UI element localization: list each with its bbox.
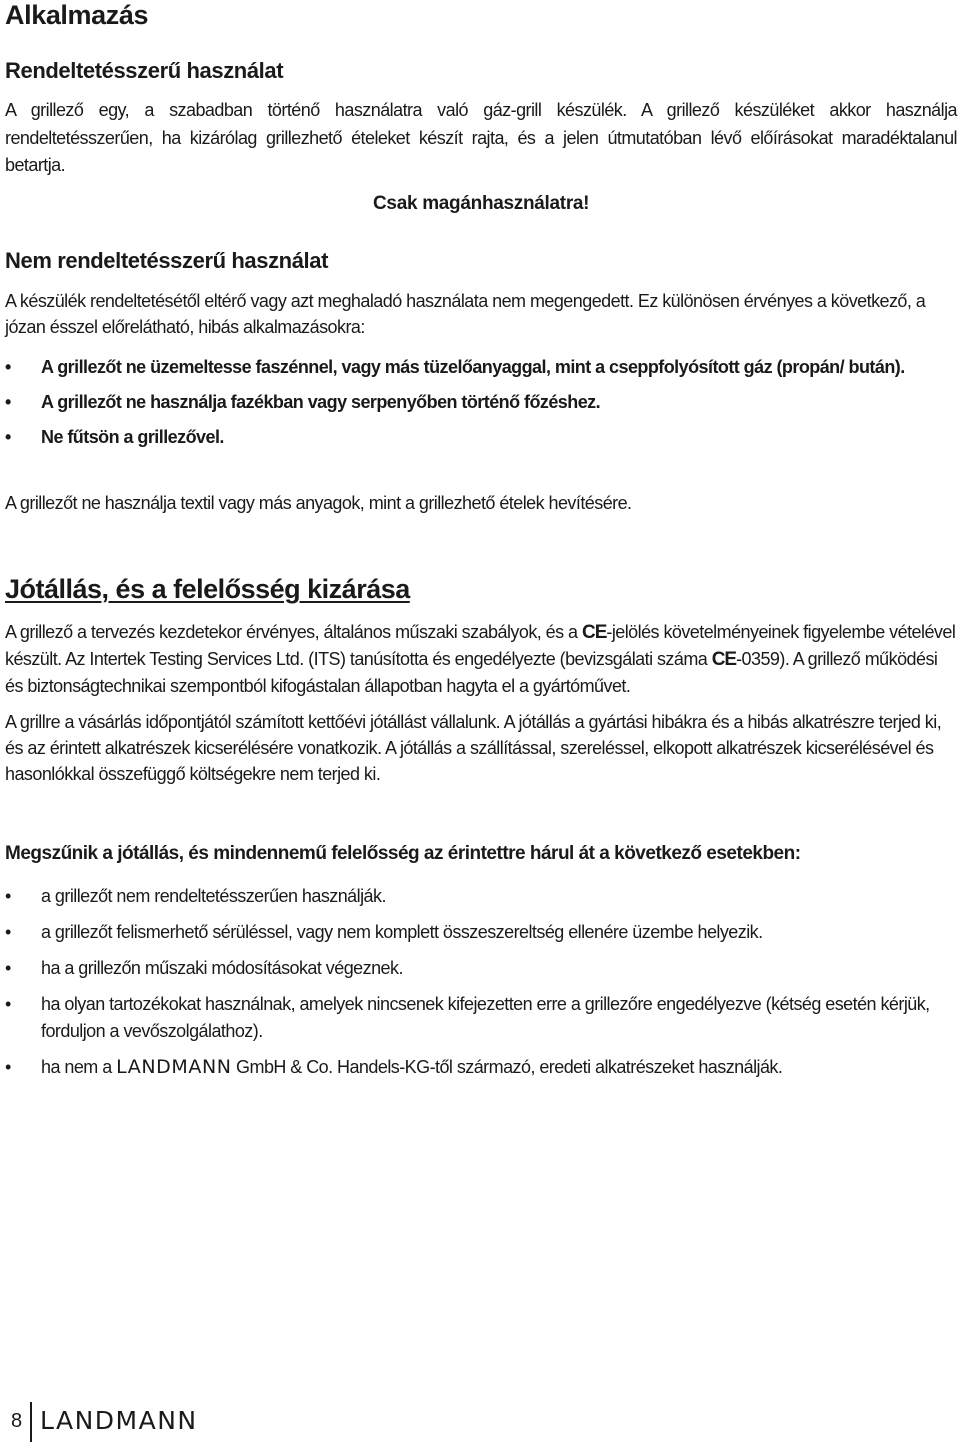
list-item-text: a grillezőt felismerhető sérüléssel, vagy nem komplett összeszereltség ellenére üzembe helyezik. [41, 922, 763, 942]
list-item-text: A grillezőt ne üzemeltesse faszénnel, vagy más tüzelőanyaggal, mint a cseppfolyósított gáz (propán/ bután). [41, 357, 905, 377]
paragraph-textile-warning: A grillezőt ne használja textil vagy más anyagok, mint a grillezhető ételek hevítésére. [5, 493, 632, 513]
footer-divider [30, 1402, 32, 1442]
certification-text-part: -jelölés követelményeinek figyelembe vételével készült. Az Intertek Testing Services Ltd. (ITS) tanúsította és engedélyezte (bevizsgálati száma [5, 622, 956, 669]
bullet-icon: • [5, 958, 11, 978]
section-title-warranty: Jótállás, és a felelősség kizárása [5, 574, 410, 604]
bullet-icon: • [5, 886, 11, 906]
landmann-logo: LANDMANN [40, 1406, 198, 1435]
list-item-text: a grillezőt nem rendeltetésszerűen használják. [41, 886, 386, 906]
list-item [5, 424, 957, 451]
list-item-text-prefix: ha nem a [41, 1057, 112, 1077]
bullet-icon: • [5, 357, 11, 377]
section-title-usage: Alkalmazás [5, 0, 149, 30]
bullet-icon: • [5, 427, 11, 447]
bullet-icon: • [5, 392, 11, 412]
misuse-list [5, 354, 957, 459]
heading-improper-use: Nem rendeltetésszerű használat [5, 248, 329, 273]
paragraph-intended-use: A grillező egy, a szabadban történő használatra való gáz-grill készülék. A grillező készüléket akkor használja rendeltetésszerűen, ha kizárólag grillezhető ételeket készít rajta, és a jelen útmutatóban lévő előírásokat maradéktalanul betartja. [5, 100, 957, 175]
list-item [5, 991, 957, 1045]
list-item-text: A grillezőt ne használja fazékban vagy serpenyőben történő főzéshez. [41, 392, 601, 412]
list-item [5, 955, 957, 982]
bullet-icon: • [5, 994, 11, 1014]
paragraph-certification [5, 619, 957, 699]
certification-text-part: -0359). A grillező működési és biztonságtechnikai szempontból kifogástalan állapotban hagyta el a gyártóművet. [5, 649, 938, 696]
landmann-logo-inline: LANDMANN [116, 1056, 232, 1078]
list-item-text-suffix: GmbH & Co. Handels-KG-től származó, eredeti alkatrészeket használják. [236, 1057, 783, 1077]
heading-intended-use: Rendeltetésszerű használat [5, 58, 284, 83]
exclusions-list [5, 883, 957, 1090]
ce-mark-icon: CE [711, 649, 737, 670]
certification-text-part: A grillező a tervezés kezdetekor érvényes, általános műszaki szabályok, és a [5, 622, 578, 642]
bullet-icon: • [5, 922, 11, 942]
list-item-text: Ne fűtsön a grillezővel. [41, 427, 224, 447]
list-item [5, 919, 957, 946]
list-item [5, 883, 957, 910]
paragraph-warranty-terms: A grillre a vásárlás időpontjától számított kettőévi jótállást vállalunk. A jótállás a gyártási hibákra és a hibás alkatrészre terjed ki, és az érintett alkatrészek kicserélésére vonatkozik. A jótállás a szállítással, szereléssel, elkopott alkatrészek kicserélésével és hasonlókkal összefüggő költségekre nem terjed ki. [5, 712, 942, 784]
bullet-icon: • [5, 1057, 11, 1077]
heading-warranty-exclusions: Megszűnik a jótállás, és mindennemű felelősség az érintettre hárul át a következő esetekben: [5, 843, 801, 864]
page-number: 8 [11, 1410, 22, 1432]
private-use-note: Csak magánhasználatra! [373, 193, 590, 214]
ce-mark-icon: CE [581, 622, 607, 643]
list-item-text: ha a grillezőn műszaki módosításokat végeznek. [41, 958, 403, 978]
paragraph-improper-use: A készülék rendeltetésétől eltérő vagy azt meghaladó használata nem megengedett. Ez különösen érvényes a következő, a józan ésszel előrelátható, hibás alkalmazásokra: [5, 291, 926, 337]
list-item [5, 1054, 957, 1081]
list-item [5, 354, 957, 381]
list-item-text: ha olyan tartozékokat használnak, amelyek nincsenek kifejezetten erre a grillezőre engedélyezve (kétség esetén kérjük, forduljon a vevőszolgálathoz). [41, 994, 930, 1041]
list-item [5, 389, 957, 416]
